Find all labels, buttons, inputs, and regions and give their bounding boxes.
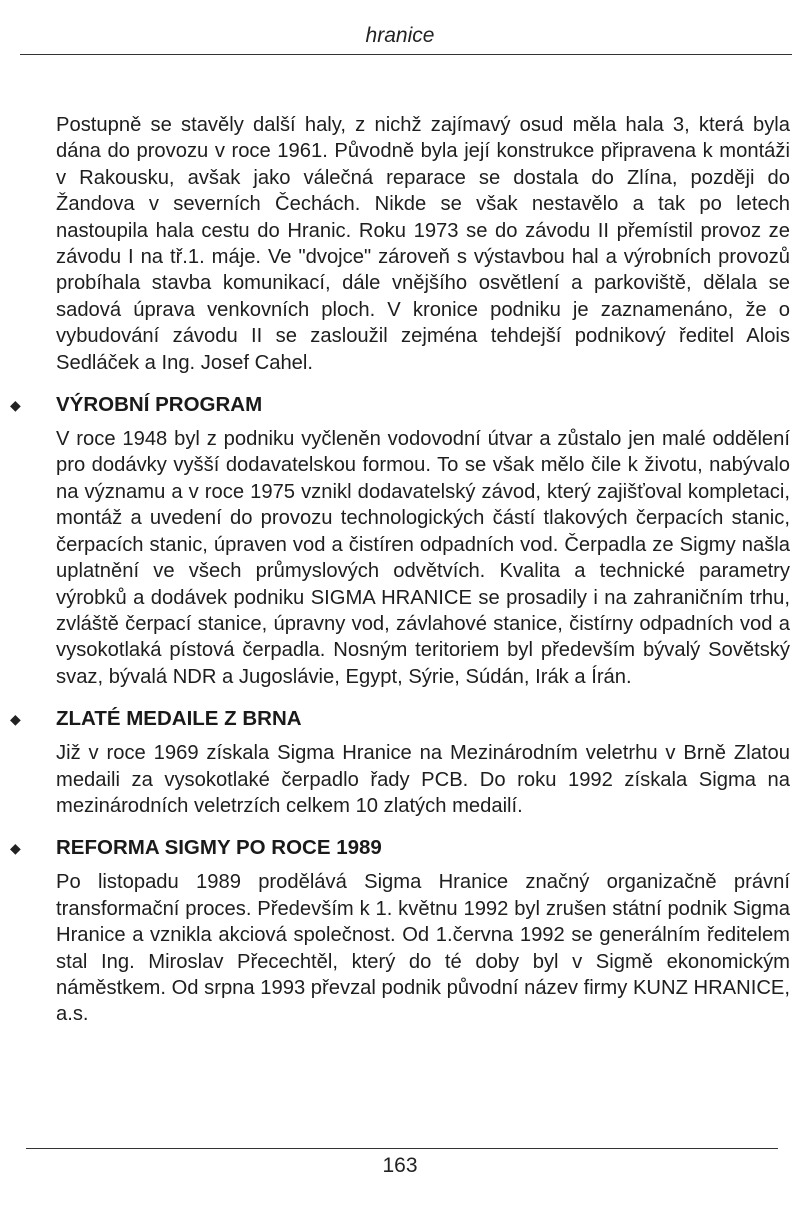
section-heading: VÝROBNÍ PROGRAM [56, 393, 263, 417]
footer-rule [26, 1148, 778, 1149]
diamond-bullet-icon: ◆ [10, 711, 21, 728]
section-heading: REFORMA SIGMY PO ROCE 1989 [56, 836, 382, 860]
section-paragraph: Již v roce 1969 získala Sigma Hranice na Mezinárodním veletrhu v Brně Zlatou medaili za vysokotlaké čerpadlo řady PCB. Do roku 1992 získala Sigma na mezinárodních veletrzích celkem 10 zlatých medailí. [56, 742, 790, 817]
section-heading-row [10, 390, 790, 422]
section-heading: ZLATÉ MEDAILE Z BRNA [56, 707, 302, 731]
section-zlate-medaile [10, 704, 790, 819]
section-heading-row [10, 704, 790, 736]
section-vyrobni-program [10, 390, 790, 690]
header-rule [20, 54, 792, 55]
page-number: 163 [382, 1154, 418, 1177]
diamond-bullet-icon: ◆ [10, 840, 21, 857]
section-reforma-sigmy [10, 833, 790, 1027]
section-paragraph: Po listopadu 1989 prodělává Sigma Hranice značný organizačně právní transformační proces. Především k 1. květnu 1992 byl zrušen státní podnik Sigma Hranice a vznikla akciová společnost. Od 1.června 1992 se generálním ředitelem stal Ing. Miroslav Přecechtěl, který do té doby byl v Sigmě ekonomickým náměstkem. Od srpna 1993 převzal podnik původní název firmy KUNZ HRANICE, a.s. [56, 871, 790, 1026]
intro-paragraph: Postupně se stavěly další haly, z nichž zajímavý osud měla hala 3, která byla dána do provozu v roce 1961. Původně byla její konstrukce připravena k montáži v Rakousku, avšak jako válečná reparace se dostala do Zlína, později do Žandova v severních Čechách. Nikde se však nestavělo a tak po letech nastoupila hala cestu do Hranic. Roku 1973 se do závodu II přemístil provoz ze závodu I na tř.1. máje. Ve "dvojce" zároveň s výstavbou hal a výrobních provozů probíhala stavba komunikací, dále vnějšího osvětlení a parkoviště, dělala se sadová úprava venkovních ploch. V kronice podniku je zaznamenáno, že o vybudování závodu II se zasloužil zejména tehdejší podnikový ředitel Alois Sedláček a Ing. Josef Cahel. [56, 114, 790, 374]
page-content [10, 112, 790, 1028]
diamond-bullet-icon: ◆ [10, 397, 21, 414]
section-paragraph: V roce 1948 byl z podniku vyčleněn vodovodní útvar a zůstalo jen malé oddělení pro dodávky vyšší dodavatelskou formou. To se však mělo čile k životu, nabývalo na významu a v roce 1975 vznikl dodavatelský závod, který zajišťoval kompletaci, montáž a uvedení do provozu technologických částí tlakových čerpacích stanic, čerpacích stanic, úpraven vod a čistíren odpadních vod. Čerpadla ze Sigmy našla uplatnění ve všech průmyslových odvětvích. Kvalita a technické parametry výrobků a dodávek podniku SIGMA HRANICE se prosadily i na zahraničním trhu, zvláště čerpací stanice, úpravny vod, závlahové stanice, čistírny odpadních vod a vysokotlaká pístová čerpadla. Nosným teritoriem byl především bývalý Sovětský svaz, bývalá NDR a Jugoslávie, Egypt, Sýrie, Súdán, Irák a Írán. [56, 428, 790, 688]
running-header: hranice [365, 24, 435, 47]
section-heading-row [10, 833, 790, 865]
